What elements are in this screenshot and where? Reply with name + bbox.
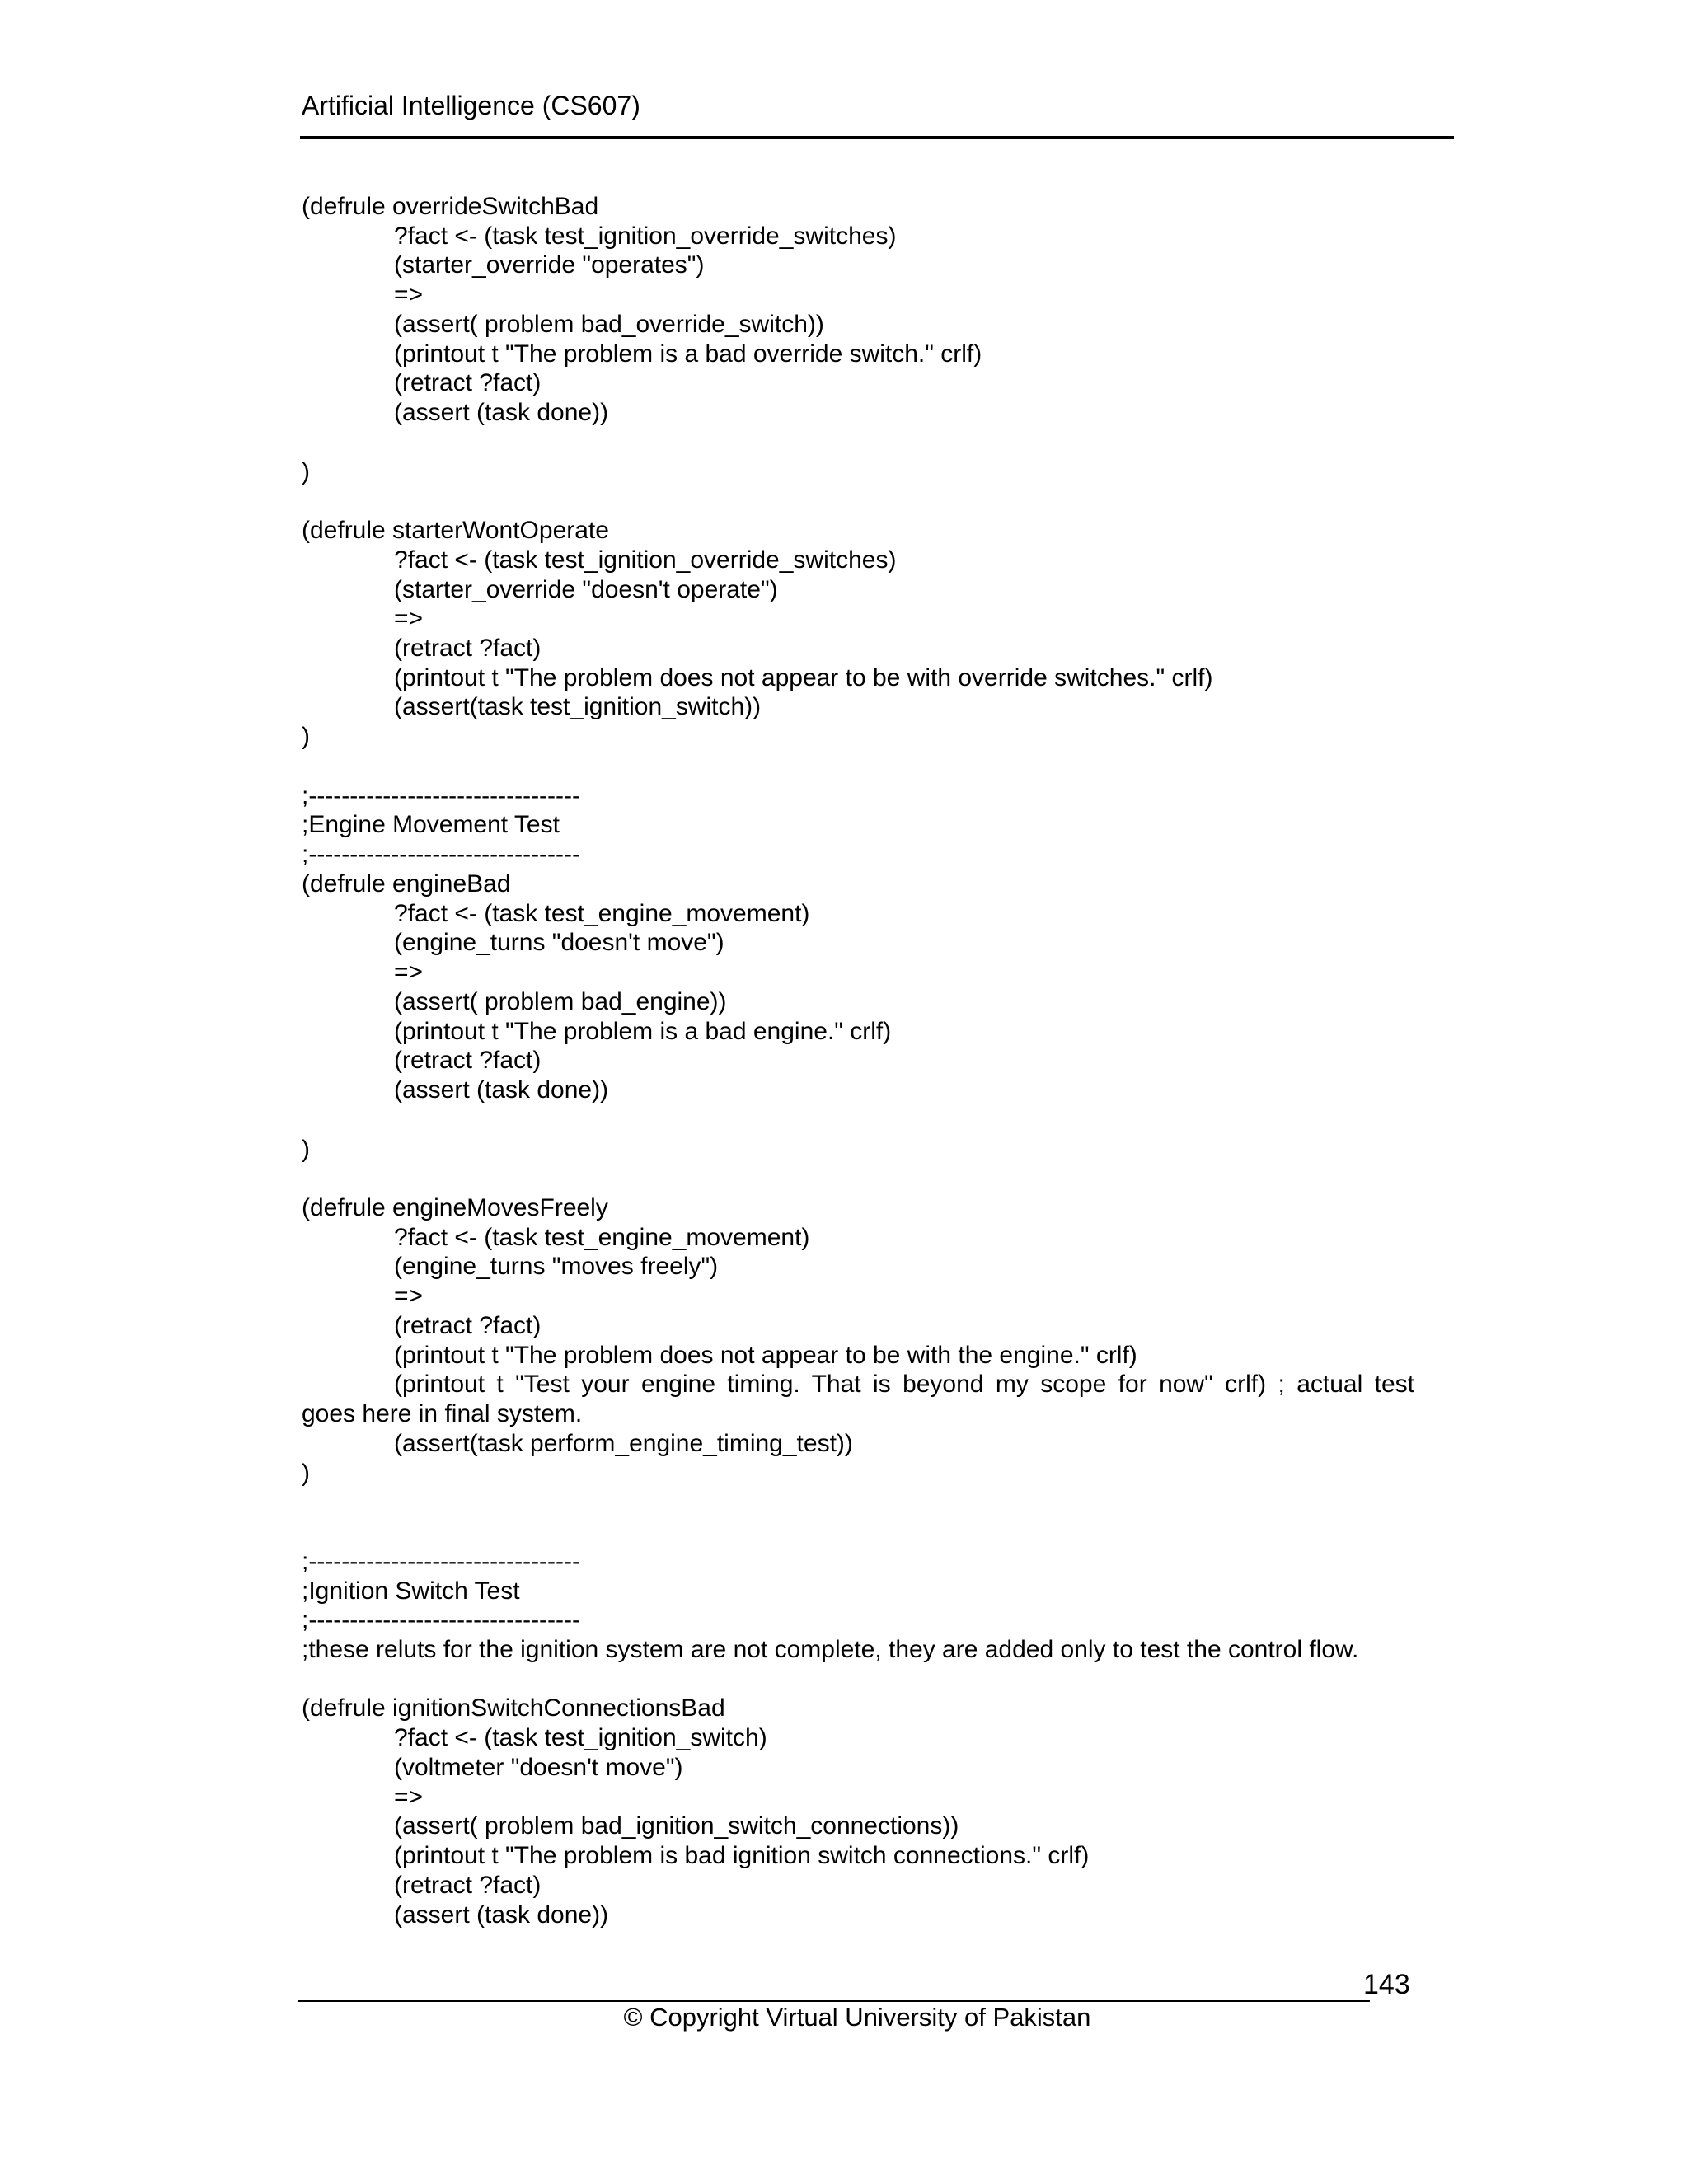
comment-separator: ;---------------------------------	[302, 841, 581, 869]
blank-line	[302, 486, 1414, 516]
code-line: (defrule overrideSwitchBad	[302, 193, 599, 220]
page-header-title: Artificial Intelligence (CS607)	[302, 91, 640, 120]
code-line: (assert (task done))	[394, 1076, 609, 1104]
code-line: (voltmeter "doesn't move")	[394, 1753, 683, 1781]
code-line: (defrule engineMovesFreely	[302, 1193, 608, 1221]
code-line: (starter_override "operates")	[394, 251, 705, 279]
blank-line	[302, 752, 1414, 781]
code-line: (retract ?fact)	[394, 1311, 542, 1339]
code-line: (retract ?fact)	[394, 635, 542, 663]
code-listing	[302, 192, 1414, 1929]
code-line: =>	[394, 958, 424, 987]
code-line-continuation: goes here in final system.	[302, 1400, 583, 1428]
comment-line: ;these reluts for the ignition system are not complete, they are added only to test the control flow.	[302, 1635, 1359, 1663]
code-line: (assert(task perform_engine_timing_test))	[394, 1429, 853, 1457]
code-line: ?fact <- (task test_ignition_override_switches)	[394, 222, 897, 250]
code-line: (printout t "The problem does not appear to be with the engine." crlf)	[394, 1341, 1137, 1369]
code-line: ?fact <- (task test_ignition_switch)	[394, 1724, 767, 1752]
blank-line	[302, 1105, 1414, 1135]
code-line: =>	[394, 1783, 424, 1811]
page-number: 143	[1363, 1969, 1410, 2000]
code-line: ?fact <- (task test_engine_movement)	[394, 1223, 810, 1251]
code-line: (printout t "The problem does not appear to be with override switches." crlf)	[394, 663, 1213, 691]
header-divider	[300, 136, 1454, 139]
code-line: (defrule engineBad	[302, 869, 511, 898]
code-line: =>	[394, 1282, 424, 1310]
blank-line	[302, 428, 1414, 457]
code-line: (printout t "The problem is bad ignition switch connections." crlf)	[394, 1842, 1090, 1870]
code-line: (defrule ignitionSwitchConnectionsBad	[302, 1694, 725, 1722]
blank-line	[302, 1517, 1414, 1547]
code-line: (engine_turns "doesn't move")	[394, 929, 724, 957]
code-line: (retract ?fact)	[394, 1047, 542, 1075]
code-line: ?fact <- (task test_ignition_override_switches)	[394, 546, 897, 574]
code-line: )	[302, 457, 310, 485]
section-comment: ;Ignition Switch Test	[302, 1577, 520, 1605]
code-line: (retract ?fact)	[394, 1871, 542, 1899]
blank-line	[302, 1488, 1414, 1517]
code-line: =>	[394, 281, 424, 309]
code-line: (defrule starterWontOperate	[302, 517, 609, 545]
code-line: (assert (task done))	[394, 399, 609, 427]
comment-separator: ;---------------------------------	[302, 1606, 581, 1634]
comment-separator: ;---------------------------------	[302, 1547, 581, 1575]
comment-separator: ;---------------------------------	[302, 781, 581, 809]
code-line: (assert(task test_ignition_switch))	[394, 693, 762, 721]
code-line: )	[302, 1135, 310, 1163]
copyright-notice: © Copyright Virtual University of Pakistan	[623, 2003, 1091, 2032]
code-line: (engine_turns "moves freely")	[394, 1253, 719, 1281]
code-line: (assert( problem bad_ignition_switch_connections))	[394, 1812, 959, 1840]
code-line: (assert( problem bad_engine))	[394, 987, 727, 1015]
blank-line	[302, 1164, 1414, 1193]
code-line: (printout t "The problem is a bad engine." crlf)	[394, 1017, 892, 1045]
code-line: (assert( problem bad_override_switch))	[394, 310, 824, 338]
code-line: (retract ?fact)	[394, 369, 542, 397]
code-line: )	[302, 1459, 310, 1487]
blank-line	[302, 1665, 1414, 1694]
code-line: )	[302, 723, 310, 751]
code-line: (starter_override "doesn't operate")	[394, 575, 778, 603]
code-line: ?fact <- (task test_engine_movement)	[394, 899, 810, 927]
section-comment: ;Engine Movement Test	[302, 811, 560, 839]
code-line: (printout t "Test your engine timing. That is beyond my scope for now" crlf) ; actual test	[394, 1371, 1414, 1399]
code-line: (printout t "The problem is a bad override switch." crlf)	[394, 340, 982, 368]
code-line: (assert (task done))	[394, 1900, 609, 1929]
code-line: =>	[394, 605, 424, 633]
